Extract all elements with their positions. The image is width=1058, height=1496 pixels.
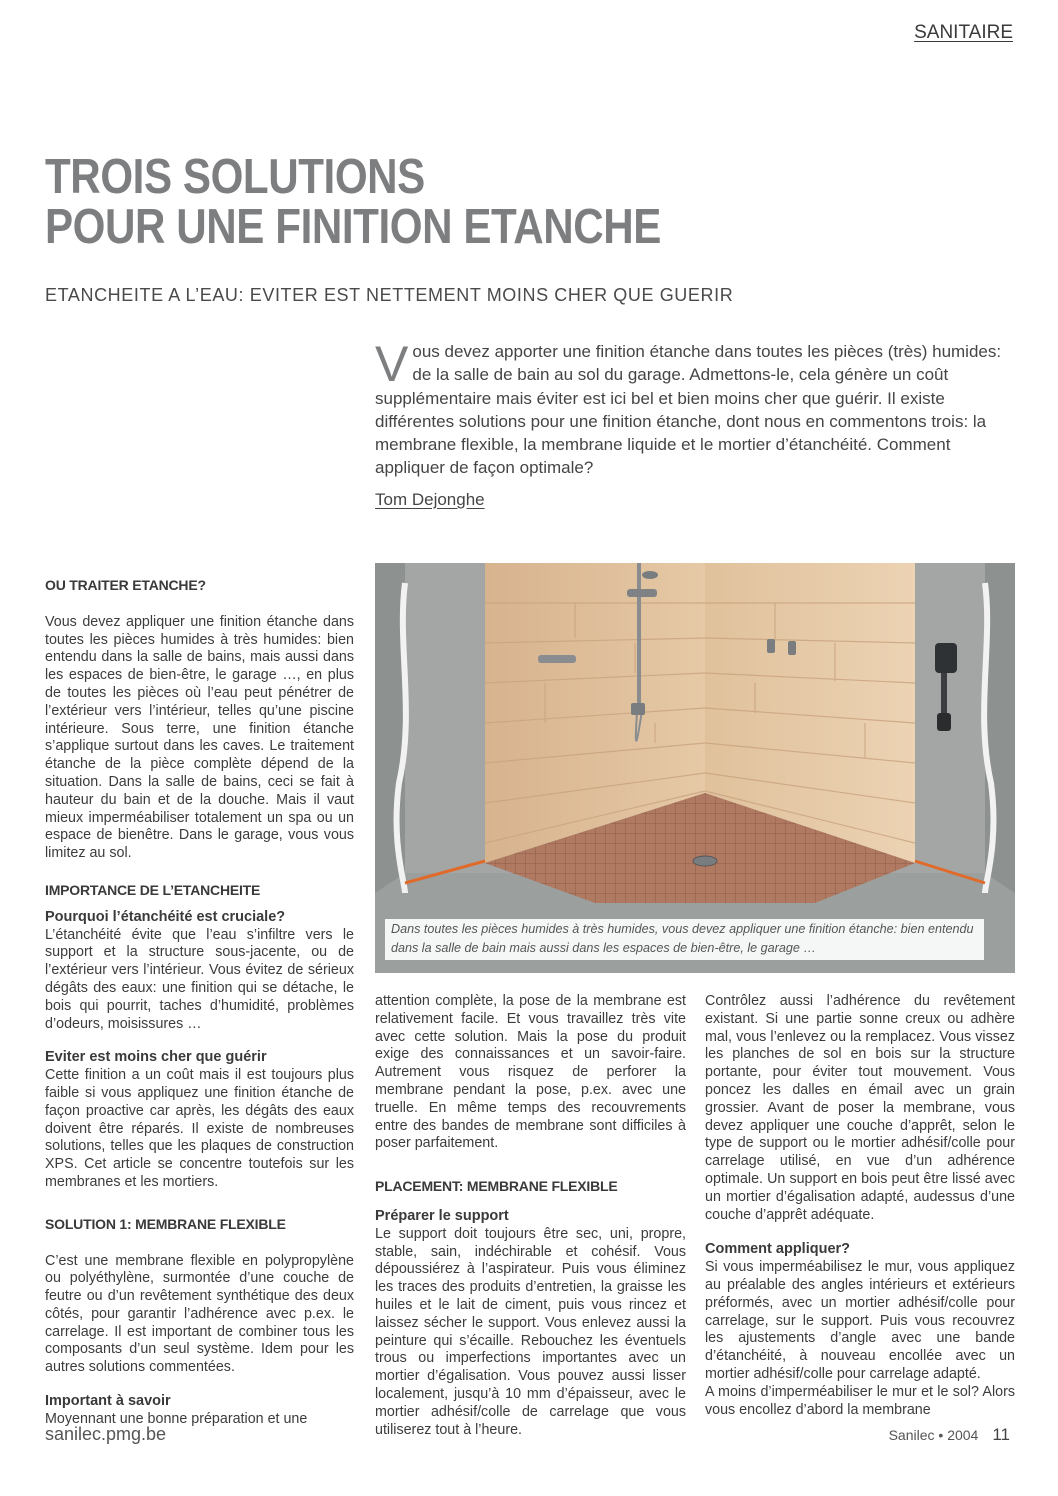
column-1	[45, 577, 354, 1429]
section-heading: PLACEMENT: MEMBRANE FLEXIBLE	[375, 1178, 618, 1195]
intro-text: ous devez apporter une finition étanche dans toutes les pièces (très) humides: de la salle de bain au sol du garage. Admettons-le, cela génère un coût supplémentaire mais éviter est ici bel et bien moins cher que guérir. Il existe différentes solutions pour une finition étanche, dont nous en commentons trois: la membrane flexible, la membrane liquide et le mortier d’étanchéité. Comment appliquer de façon optimale?	[375, 342, 1002, 478]
article-subtitle: ETANCHEITE A L’EAU: EVITER EST NETTEMENT MOINS CHER QUE GUERIR	[45, 285, 734, 305]
article-title	[45, 152, 819, 252]
paragraph: C’est une membrane flexible en polypropylène ou polyéthylène, surmontée d’une couche de feutre ou d’un revêtement synthétique des deux côtés, pour garantir l’adhérence avec p.ex. le carrelage. Il est important de combiner tous les composants d’un seul système. Idem pour les autres solutions commentées.	[45, 1252, 354, 1376]
section-heading: SOLUTION 1: MEMBRANE FLEXIBLE	[45, 1215, 286, 1232]
paragraph: L’étanchéité évite que l’eau s’infiltre vers le support et la structure sous-jacente, ou de l’extérieur vers l’intérieur. Vous évitez de sérieux dégâts des eaux: une finition qui se détache, le bois qui pourrit, taches d’humidité, problèmes d’odeurs, moisissures …	[45, 926, 354, 1032]
paragraph: Moyennant une bonne préparation et une	[45, 1410, 308, 1427]
paragraph: attention complète, la pose de la membrane est relativement facile. Et vous travaillez très vite avec cette solution. Mais la pose du produit exige des connaissances et un savoir-faire. Autrement vous risquez de perforer la membrane pendant la pose, p.ex. avec une truelle. En même temps des recouvrements entre des bandes de membrane sont difficiles à poser parfaitement.	[375, 993, 686, 1152]
shower-illustration	[375, 563, 1015, 973]
subheading: Pourquoi l’étanchéité est cruciale?	[45, 908, 286, 925]
section-heading: OU TRAITER ETANCHE?	[45, 577, 206, 593]
intro-paragraph	[375, 336, 1015, 480]
paragraph: Vous devez appliquer une finition étanche dans toutes les pièces humides à très humides: bien entendu dans la salle de bains, mais aussi dans les espaces de bien-être, le garage …, en plus de toutes les pièces où l’eau peut pénétrer de l’extérieur vers l’intérieur, telles qu’une piscine intérieure. Sous terre, une finition étanche s’applique surtout dans les caves. Le traitement étanche de la pièce complète dépend de la situation. Dans la salle de bains, ceci se fait à hauteur du bain et de la douche. Mais il vaut mieux imperméabiliser totalement un spa ou un espace de bienêtre. Dans le garage, vous vous limitez au sol.	[45, 613, 354, 862]
page-number: 11	[992, 1425, 1010, 1444]
issue-label: Sanilec • 2004	[888, 1427, 979, 1443]
subheading: Comment appliquer?	[705, 1241, 851, 1258]
paragraph: A moins d’imperméabiliser le mur et le sol? Alors vous encollez d’abord la membrane	[705, 1383, 1015, 1418]
website-link[interactable]: sanilec.pmg.be	[45, 1424, 167, 1444]
dropcap: V	[375, 336, 409, 392]
photo-caption: Dans toutes les pièces humides à très humides, vous devez appliquer une finition étanche: bien entendu dans la salle de bain mais aussi dans les espaces de bien-être, le garage …	[385, 919, 984, 960]
title-line-1: TROIS SOLUTIONS	[45, 150, 425, 204]
shower-photo	[375, 563, 1015, 973]
section-tag: SANITAIRE	[914, 22, 1013, 43]
paragraph: Contrôlez aussi l’adhérence du revêtement existant. Si une partie sonne creux ou adhère mal, vous l’enlevez ou la remplacez. Vous vissez les planches de sol en bois sur la structure portante, pour éviter tout mouvement. Vous poncez les dalles en émail avec un grain grossier. Avant de poser la membrane, vous devez appliquer une couche d’apprêt, selon le type de support ou le mortier adhésif/colle pour carrelage utilisé, en vue d’un adhérence optimale. Un support en bois peut être lissé avec un mortier d’égalisation adapté, audessus d’une couche d’apprêt adéquate.	[705, 993, 1015, 1223]
paragraph: Cette finition a un coût mais il est toujours plus faible si vous appliquez une finition étanche de façon proactive car après, les dégâts des eaux doivent être réparés. Il existe de nombreuses solutions, telles que les plaques de construction XPS. Cet article se concentre toutefois sur les membranes et les mortiers.	[45, 1067, 354, 1190]
page-footer	[889, 1425, 1010, 1445]
author-byline: Tom Dejonghe	[375, 490, 485, 509]
title-line-2: POUR UNE FINITION ETANCHE	[45, 200, 661, 254]
column-3	[705, 993, 1015, 1419]
subheading: Préparer le support	[375, 1207, 509, 1224]
subheading: Eviter est moins cher que guérir	[45, 1049, 267, 1066]
paragraph: Si vous imperméabilisez le mur, vous appliquez au préalable des angles intérieurs et extérieurs préformés, avec un mortier adhésif/colle pour carrelage, sur le support. Puis vous recouvrez les ajustements d’angle avec une bande d’étanchéité, à nouveau encollée avec un mortier adhésif/colle pour carrelage adapté.	[705, 1259, 1015, 1382]
section-heading: IMPORTANCE DE L’ETANCHEITE	[45, 881, 261, 898]
paragraph: Le support doit toujours être sec, uni, propre, stable, sain, indéchirable et cohésif. Vous dépoussiérez à l’aspirateur. Puis vous éliminez les traces des produits d’entretien, la graisse les huiles et le lait de ciment, puis vous rincez et laissez sécher le support. Vous enlevez aussi la peinture qui s’écaille. Rebouchez les éventuels trous ou imperfections importantes avec un mortier d’égalisation. Vous pouvez aussi lisser localement, jusqu’à 10 mm d’épaisseur, avec le mortier adhésif/colle de carrelage que vous utiliserez tout à l’heure.	[375, 1225, 686, 1438]
column-2	[375, 993, 686, 1439]
subheading: Important à savoir	[45, 1393, 171, 1410]
